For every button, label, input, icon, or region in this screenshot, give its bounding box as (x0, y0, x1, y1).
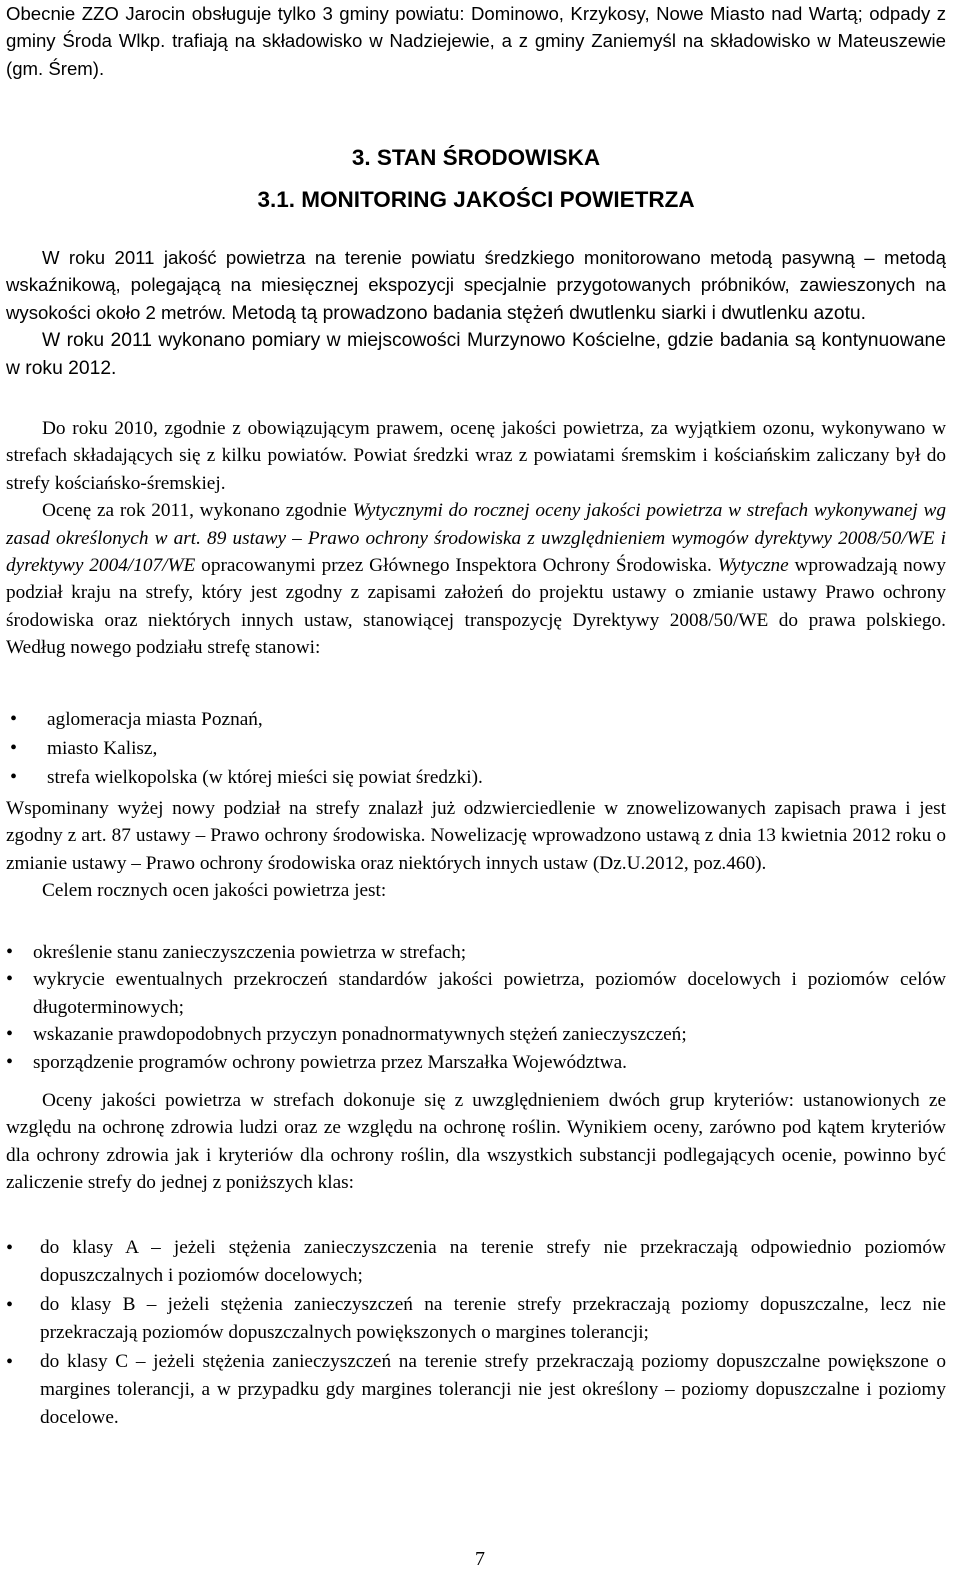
list-item: • aglomeracja miasta Poznań, (6, 705, 946, 734)
paragraph-new-division: Wspominany wyżej nowy podział na strefy znalazł już odzwierciedlenie w znowelizowanych zapisach prawa i jest zgodny z art. 87 ustawy – Prawo ochrony środowiska. Nowelizację wprowadzono ustawą z dnia 13 kwietnia 2012 roku o zmianie ustawy – Prawo ochrony środowiska oraz niektórych innych ustaw (Dz.U.2012, poz.460). (6, 798, 946, 874)
list-item: • do klasy C – jeżeli stężenia zanieczyszczeń na terenie strefy przekraczają poziomy dopuszczalne powiększone o margines tolerancji, a w przypadku gdy margines tolerancji nie jest określony – poziomy dopuszczalne i poziomy docelowe. (6, 1348, 946, 1433)
list-item: • sporządzenie programów ochrony powietrza przez Marszałka Województwa. (6, 1049, 946, 1076)
intro-paragraph: Obecnie ZZO Jarocin obsługuje tylko 3 gminy powiatu: Dominowo, Krzykosy, Nowe Miasto nad Wartą; odpady z gminy Środa Wlkp. trafiają na składowisko w Nadziejewie, a z gminy Zaniemyśl na składowisko w Mateuszewie (gm. Śrem). (6, 3, 946, 79)
page-number: 7 (475, 1548, 485, 1570)
subsection-heading: 3.1. MONITORING JAKOŚCI POWIETRZA (257, 187, 695, 212)
list-item: • do klasy B – jeżeli stężenia zanieczyszczeń na terenie strefy przekraczają poziomy dopuszczalne, lecz nie przekraczają poziomów dopuszczalnych powiększonych o margines tolerancji; (6, 1291, 946, 1348)
list-item: • wskazanie prawdopodobnych przyczyn ponadnormatywnych stężeń zanieczyszczeń; (6, 1021, 946, 1048)
document-page (6, 0, 946, 1585)
guidelines-text-3: opracowanymi przez Głównego Inspektora Ochrony Środowiska. (195, 555, 718, 577)
list-item: • miasto Kalisz, (6, 734, 946, 763)
section-heading: 3. STAN ŚRODOWISKA (351, 145, 601, 170)
goals-list (6, 939, 946, 1076)
zones-list (6, 705, 946, 792)
guidelines-text-2: Wytycznymi do rocznej oceny jakości powietrza w strefach wykonywanej wg zasad określonych w art. 89 ustawy – Prawo ochrony środowiska z uwzględnieniem wymogów dyrektywy 2008/50/WE i dyrektywy 2004/107/WE (6, 500, 947, 577)
guidelines-text-1: Ocenę za rok 2011, wykonano zgodnie (42, 500, 353, 522)
legal-block (6, 795, 946, 905)
assessment-block (6, 415, 946, 662)
monitoring-block (6, 244, 946, 382)
list-item: • wykrycie ewentualnych przekroczeń standardów jakości powietrza, poziomów docelowych i poziomów celów długoterminowych; (6, 966, 946, 1021)
guidelines-text-5: wprowadzają nowy podział kraju na strefy, który jest zgodny z zapisami założeń do projektu ustawy o zmianie ustawy Prawo ochrony środowiska oraz niektórych innych ustaw, stanowiącej transpozycję Dyrektywy 2008/50/WE do prawa polskiego. Według nowego podziału strefę stanowi: (6, 555, 946, 659)
paragraph-goals-intro: Celem rocznych ocen jakości powietrza jest: (42, 880, 387, 902)
paragraph-criteria: Oceny jakości powietrza w strefach dokonuje się z uwzględnieniem dwóch grup kryteriów: ustanowionych ze względu na ochronę zdrowia ludzi oraz ze względu na ochronę roślin. Wynikiem oceny, zarówno pod kątem kryteriów dla ochrony zdrowia jak i kryteriów dla ochrony roślin, dla wszystkich substancji podlegających ocenie, powinno być zaliczenie strefy do jednej z poniższych klas: (6, 1090, 946, 1194)
list-item: • określenie stanu zanieczyszczenia powietrza w strefach; (6, 939, 946, 966)
paragraph-monitoring-method (6, 244, 946, 327)
paragraph-guidelines (6, 497, 946, 661)
list-item: • strefa wielkopolska (w której mieści się powiat średzki). (6, 763, 946, 792)
list-item: • do klasy A – jeżeli stężenia zanieczyszczenia na terenie strefy nie przekraczają odpowiednio poziomów dopuszczalnych i poziomów docelowych; (6, 1234, 946, 1291)
paragraph-monitoring-method-b: Metodą tą prowadzono badania stężeń dwutlenku siarki i dwutlenku azotu. (226, 302, 867, 324)
guidelines-text-4: Wytyczne (717, 555, 789, 577)
paragraph-monitoring-method-a: W roku 2011 jakość powietrza na terenie powiatu średzkiego monitorowano metodą pasywną – metodą wskaźnikową, polegającą na miesięcznej ekspozycji specjalnie przygotowanych próbników, zawieszonych na wysokości około 2 metrów. (6, 247, 946, 323)
paragraph-measurement-site: W roku 2011 wykonano pomiary w miejscowości Murzynowo Kościelne, gdzie badania są kontynuowane w roku 2012. (6, 330, 946, 379)
classes-list (6, 1234, 946, 1433)
paragraph-old-zones: Do roku 2010, zgodnie z obowiązującym prawem, ocenę jakości powietrza, za wyjątkiem ozonu, wykonywano w strefach składających się z kilku powiatów. Powiat średzki wraz z powiatami śremskim i kościańskim zaliczany był do strefy kościańsko-śremskiej. (6, 418, 946, 494)
